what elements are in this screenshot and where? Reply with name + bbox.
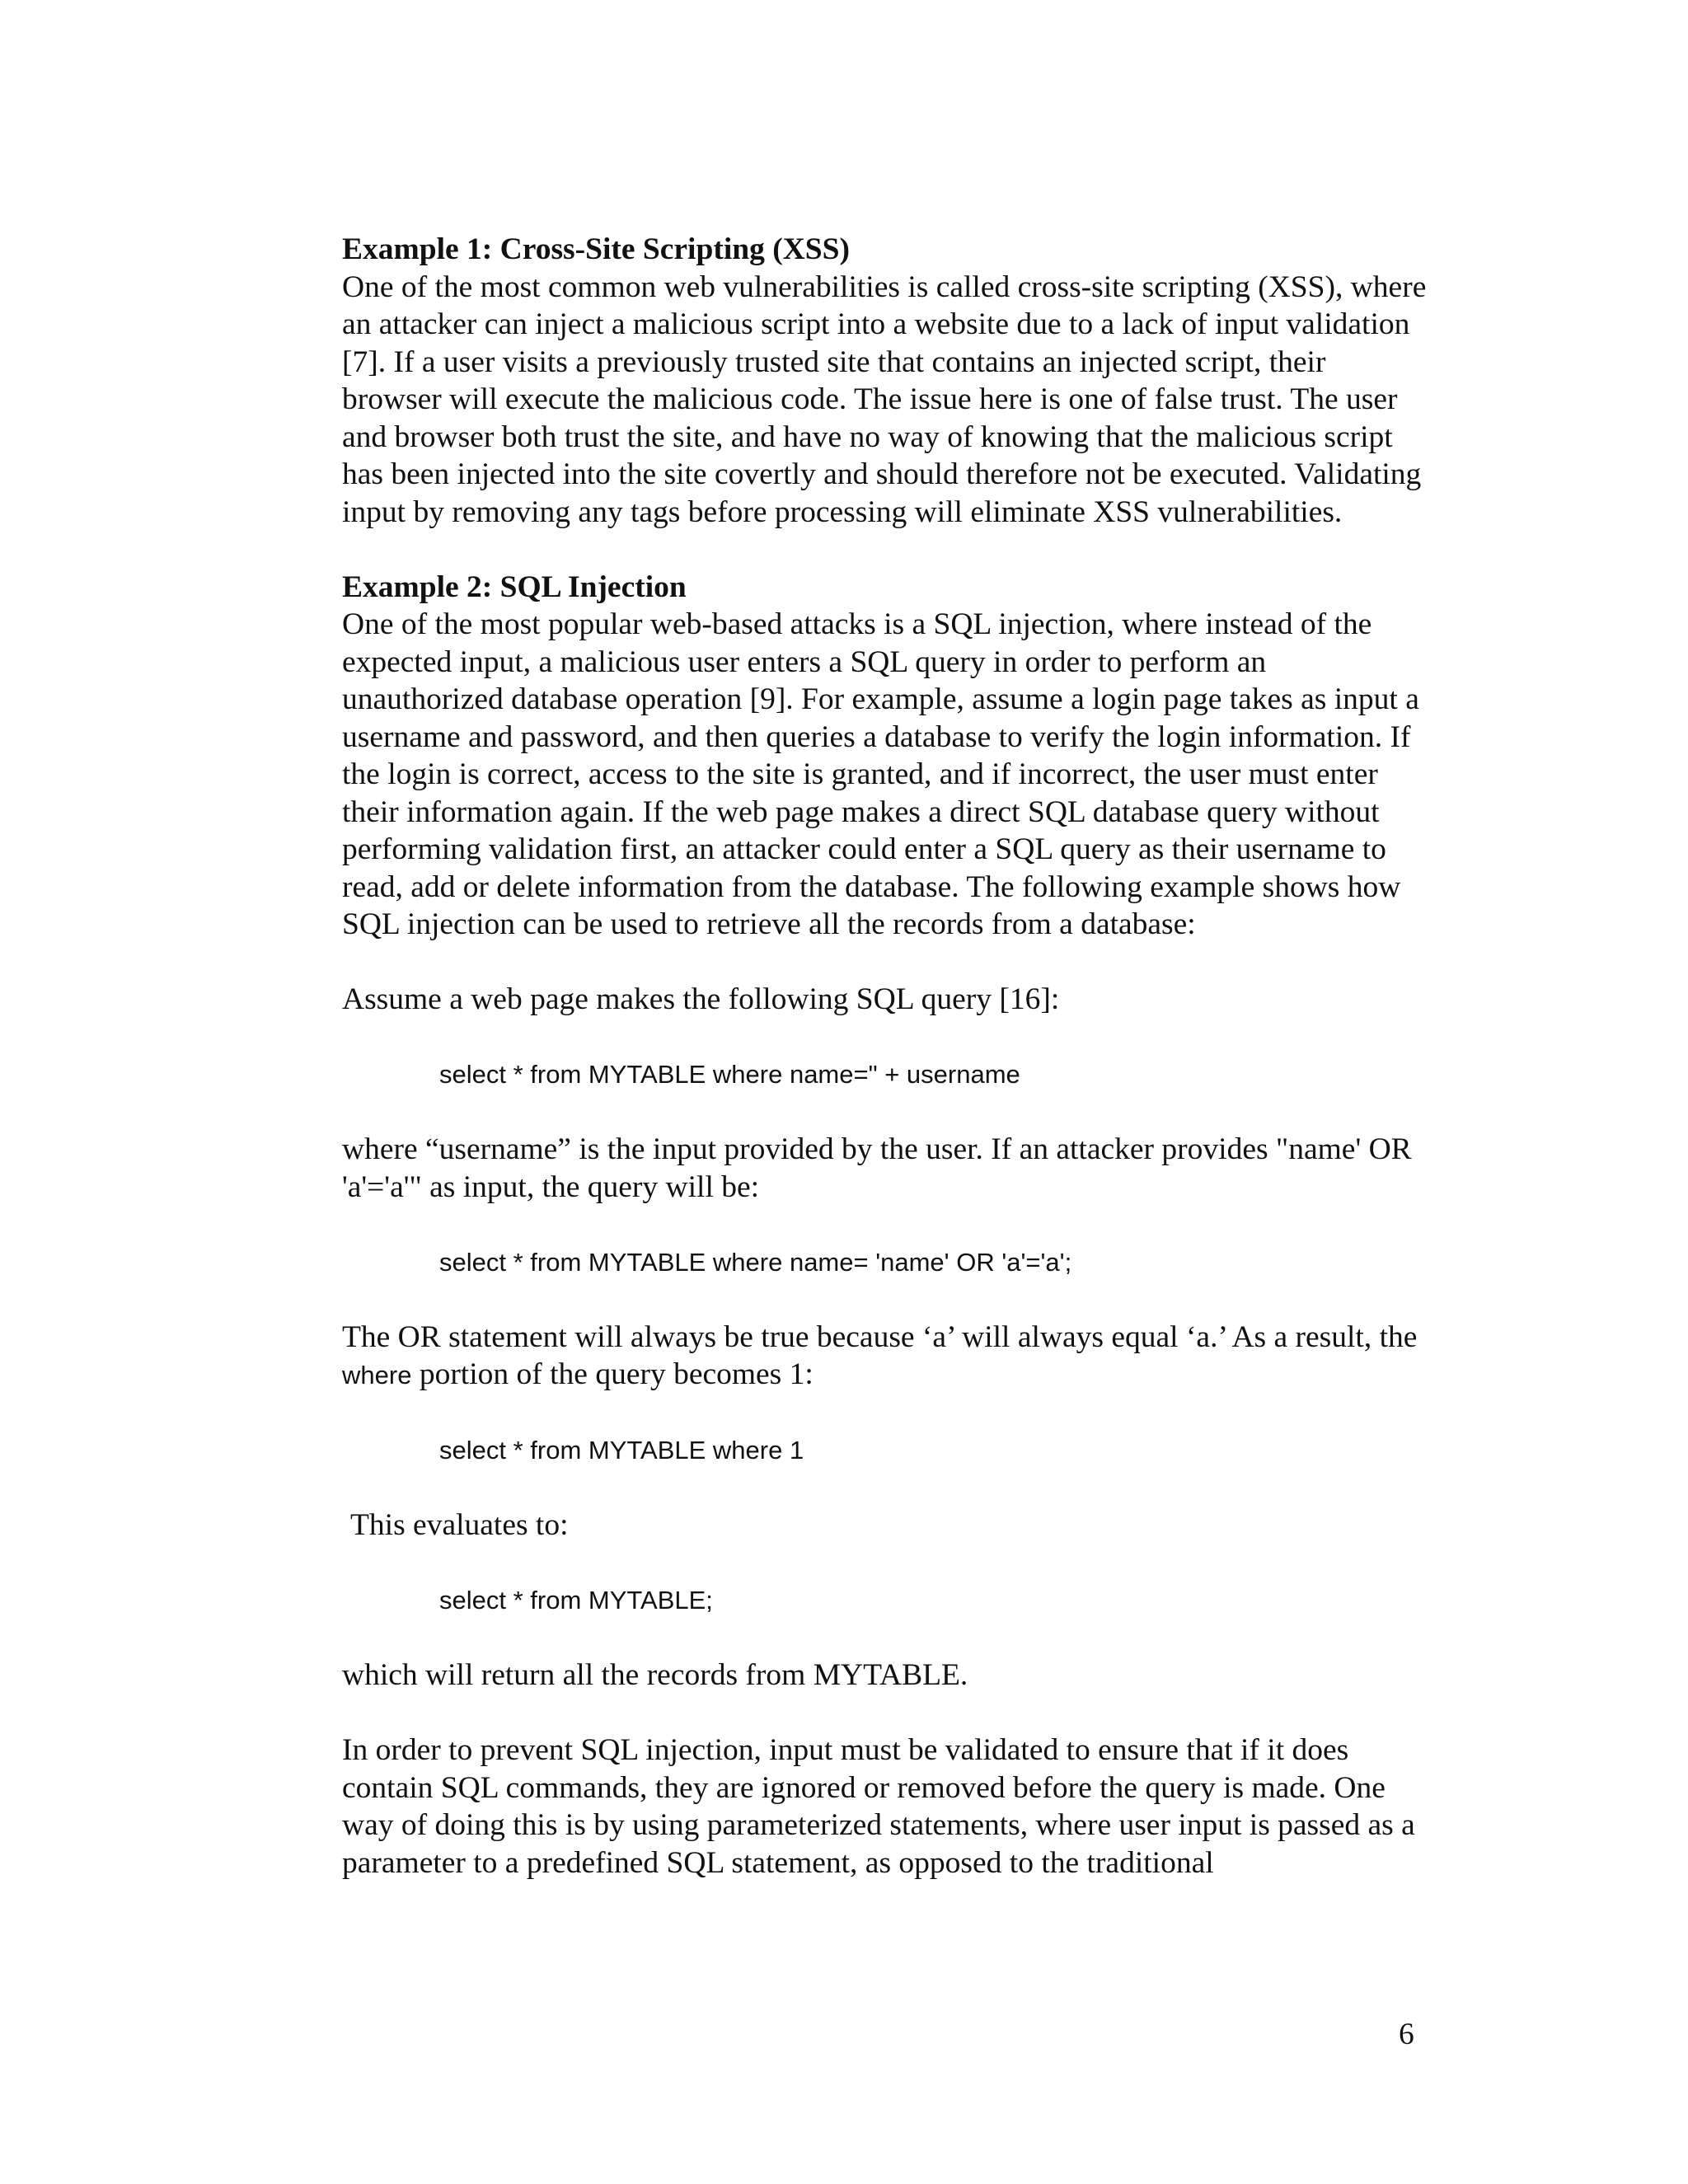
spacer — [342, 1206, 1430, 1244]
or-text-after: portion of the query becomes 1: — [411, 1357, 814, 1391]
paragraph-return-records: which will return all the records from MYTABLE. — [342, 1658, 968, 1692]
page-number: 6 — [1399, 2018, 1414, 2051]
paragraph-prevent-injection: In order to prevent SQL injection, input must be validated to ensure that if it does contain SQL commands, they are ignored or removed before the query is made. One way of doing this is by using parameterized statements, where user input is passed as a parameter to a predefined SQL statement, as opposed to the traditional — [342, 1733, 1415, 1880]
spacer — [342, 1019, 1430, 1057]
spacer — [342, 1544, 1430, 1582]
section-heading-sql-injection: Example 2: SQL Injection — [342, 569, 687, 604]
spacer — [342, 1694, 1430, 1732]
code-line-query: select * from MYTABLE where name=" + username — [439, 1060, 1020, 1089]
paragraph-sql-injection: One of the most popular web-based attacks is a SQL injection, where instead of the expected input, a malicious user enters a SQL query in order to perform an unauthorized database operation [9]. For example, assume a login page takes as input a username and password, and then queries a database to verify the login information. If the login is correct, access to the site is granted, and if incorrect, the user must enter their information again. If the web page makes a direct SQL database query without performing validation first, an attacker could enter a SQL query as their username to read, add or delete information from the database. The following example shows how SQL injection can be used to retrieve all the records from a database: — [342, 607, 1419, 941]
spacer — [342, 1281, 1430, 1319]
or-text-before: The OR statement will always be true because ‘a’ will always equal ‘a.’ As a result, the — [342, 1319, 1418, 1354]
code-line-injected-query: select * from MYTABLE where name= 'name' OR 'a'='a'; — [439, 1247, 1072, 1277]
spacer — [342, 944, 1430, 982]
spacer — [342, 1469, 1430, 1507]
paragraph-evaluates: This evaluates to: — [350, 1508, 569, 1542]
paragraph-username-input: where “username” is the input provided by the user. If an attacker provides "name' OR 'a'='a'" as input, the query will be: — [342, 1132, 1412, 1204]
spacer — [342, 1094, 1430, 1132]
or-text-keyword: where — [342, 1361, 412, 1390]
spacer — [342, 1394, 1430, 1432]
page-body — [342, 231, 1430, 1882]
paragraph-or-statement — [342, 1319, 1430, 1394]
paragraph-xss: One of the most common web vulnerabilities is called cross-site scripting (XSS), where an attacker can inject a malicious script into a website due to a lack of input validation [7]. If a user visits a previously trusted site that contains an injected script, their browser will execute the malicious code. The issue here is one of false trust. The user and browser both trust the site, and have no way of knowing that the malicious script has been injected into the site covertly and should therefore not be executed. Validating input by removing any tags before processing will eliminate XSS vulnerabilities. — [342, 269, 1427, 529]
code-line-select-all: select * from MYTABLE; — [439, 1586, 713, 1615]
code-line-where-one: select * from MYTABLE where 1 — [439, 1436, 804, 1465]
paragraph-assume-query: Assume a web page makes the following SQL query [16]: — [342, 982, 1060, 1016]
spacer — [342, 1619, 1430, 1657]
spacer — [342, 531, 1430, 569]
section-heading-xss: Example 1: Cross-Site Scripting (XSS) — [342, 232, 850, 266]
